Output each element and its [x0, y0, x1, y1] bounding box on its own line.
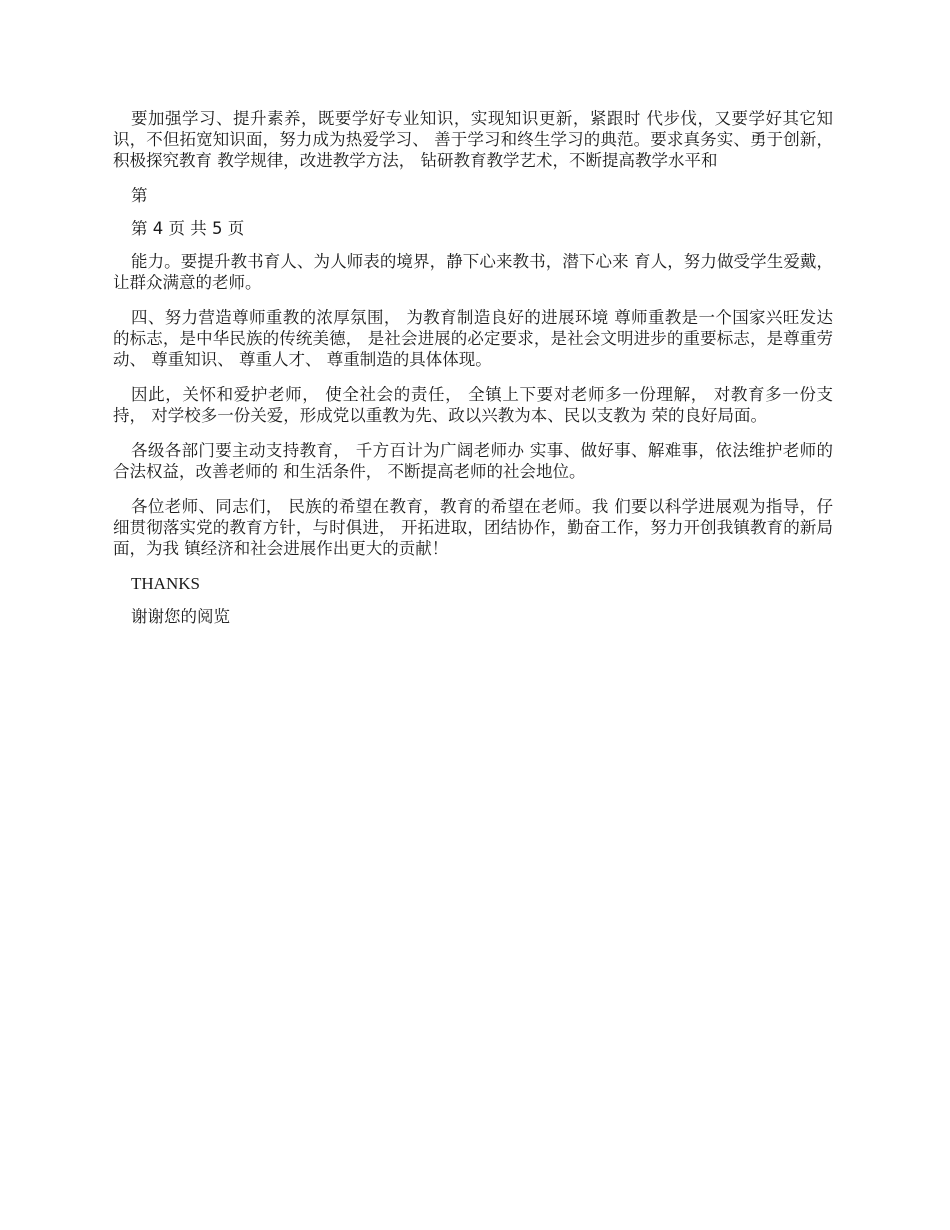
paragraph-respect-teachers: 四、努力营造尊师重教的浓厚氛围， 为教育制造良好的进展环境 尊师重教是一个国家兴旺发达的标志，是中华民族的传统美德， 是社会进展的必定要求，是社会文明进步的重要标志，是尊重劳动、 尊重知识、 尊重人才、 尊重制造的具体体现。: [113, 308, 833, 369]
thanks-text: THANKS: [131, 574, 200, 593]
paragraph-study: 要加强学习、提升素养，既要学好专业知识，实现知识更新，紧跟时 代步伐，又要学好其它知识，不但拓宽知识面，努力成为热爱学习、 善于学习和终生学习的典范。要求真务实、勇于创新，积极探究教育 教学规律，改进教学方法， 钻研教育教学艺术，不断提高教学水平和: [113, 109, 833, 170]
page-number: 第 4 页 共 5 页: [131, 219, 245, 238]
paragraph-fragment: 第: [131, 186, 148, 205]
thanks-reading-text: 谢谢您的阅览: [131, 607, 230, 626]
paragraph-ability: 能力。要提升教书育人、为人师表的境界，静下心来教书，潜下心来 育人，努力做受学生爱戴，让群众满意的老师。: [113, 252, 833, 292]
paragraph-closing: 各位老师、同志们， 民族的希望在教育，教育的希望在老师。我 们要以科学进展观为指导，仔细贯彻落实党的教育方针，与时俱进， 开拓进取，团结协作，勤奋工作，努力开创我镇教育的新局面，为我 镇经济和社会进展作出更大的贡献！: [113, 497, 833, 558]
document-page: [113, 108, 833, 639]
paragraph-departments: 各级各部门要主动支持教育， 千方百计为广阔老师办 实事、做好事、解难事，依法维护老师的合法权益，改善老师的 和生活条件， 不断提高老师的社会地位。: [113, 441, 833, 481]
paragraph-care-teachers: 因此，关怀和爱护老师， 使全社会的责任， 全镇上下要对老师多一份理解， 对教育多一份支持， 对学校多一份关爱，形成党以重教为先、政以兴教为本、民以支教为 荣的良好局面。: [113, 385, 833, 425]
